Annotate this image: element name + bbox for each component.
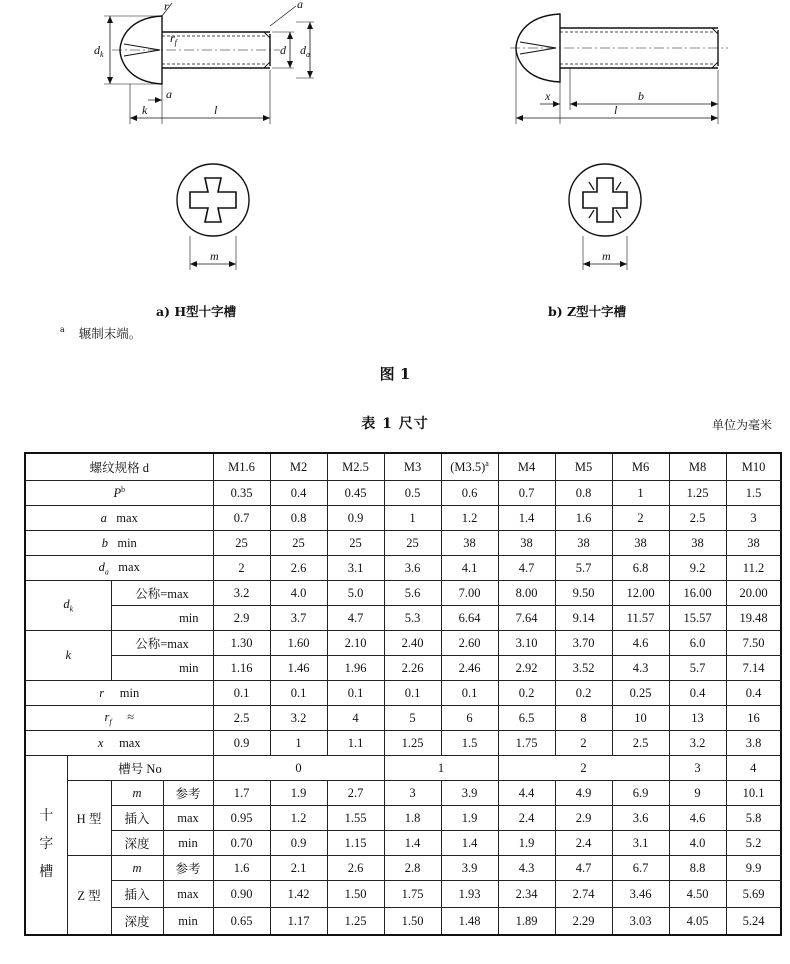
row-label-k: k (25, 631, 111, 681)
value-cell: 2.7 (327, 781, 384, 806)
depth-label: 深度 (111, 831, 163, 856)
value-cell: 0.4 (270, 481, 327, 506)
value-cell: 4.9 (555, 781, 612, 806)
value-cell: 0.9 (270, 831, 327, 856)
value-cell: 0.4 (669, 681, 726, 706)
value-cell: 1 (270, 731, 327, 756)
value-cell: 2 (555, 731, 612, 756)
value-cell: 1.1 (327, 731, 384, 756)
value-cell: 1.15 (327, 831, 384, 856)
value-cell: 4.3 (498, 856, 555, 881)
depth-label: 深度 (111, 908, 163, 936)
value-cell: 5.6 (384, 581, 441, 606)
recess-no-cell: 0 (213, 756, 384, 781)
value-cell: 2.9 (555, 806, 612, 831)
value-cell: 1.7 (213, 781, 270, 806)
value-cell: 0.95 (213, 806, 270, 831)
recess-no-cell: 2 (498, 756, 669, 781)
value-cell: 1 (612, 481, 669, 506)
max-label: max (163, 806, 213, 831)
size-cell: M1.6 (213, 453, 270, 481)
size-cell: M10 (726, 453, 781, 481)
value-cell: 1.42 (270, 881, 327, 908)
value-cell: 6.8 (612, 556, 669, 581)
value-cell: 38 (612, 531, 669, 556)
value-cell: 4.6 (669, 806, 726, 831)
label-a: a (166, 87, 172, 101)
value-cell: 1.17 (270, 908, 327, 936)
recess-no-label: 槽号 No (67, 756, 213, 781)
h-type-label: H 型 (67, 781, 111, 856)
table-row (25, 681, 781, 706)
value-cell: 38 (555, 531, 612, 556)
value-cell: 3.8 (726, 731, 781, 756)
value-cell: 5.3 (384, 606, 441, 631)
value-cell: 0.8 (270, 506, 327, 531)
value-cell: 1.2 (441, 506, 498, 531)
value-cell: 0.9 (213, 731, 270, 756)
value-cell: 3.46 (612, 881, 669, 908)
label-l-a: l (214, 103, 218, 117)
value-cell: 3.2 (669, 731, 726, 756)
value-cell: 1.2 (270, 806, 327, 831)
label-m-b: m (602, 249, 611, 263)
figure-area (0, 0, 790, 330)
z-type-recess (583, 178, 627, 222)
table-row (25, 556, 781, 581)
value-cell: 6.9 (612, 781, 669, 806)
label-m-a: m (210, 249, 219, 263)
value-cell: 2.5 (612, 731, 669, 756)
value-cell: 2.6 (270, 556, 327, 581)
value-cell: 3.2 (213, 581, 270, 606)
value-cell: 38 (441, 531, 498, 556)
value-cell: 4.3 (612, 656, 669, 681)
value-cell: 1.25 (384, 731, 441, 756)
dimension-table (24, 452, 782, 936)
value-cell: 3.1 (612, 831, 669, 856)
value-cell: 8.8 (669, 856, 726, 881)
label-l-b: l (614, 103, 618, 117)
value-cell: 16 (726, 706, 781, 731)
value-cell: 2.40 (384, 631, 441, 656)
value-cell: 1.9 (270, 781, 327, 806)
table-row (25, 656, 781, 681)
value-cell: 6 (441, 706, 498, 731)
value-cell: 5.7 (555, 556, 612, 581)
value-cell: 9.2 (669, 556, 726, 581)
value-cell: 2.1 (270, 856, 327, 881)
value-cell: 4.50 (669, 881, 726, 908)
value-cell: 1.25 (327, 908, 384, 936)
table-row (25, 581, 781, 606)
value-cell: 4 (327, 706, 384, 731)
value-cell: 0.9 (327, 506, 384, 531)
min-label: min (163, 908, 213, 936)
value-cell: 3.7 (270, 606, 327, 631)
value-cell: 0.1 (327, 681, 384, 706)
value-cell: 1.75 (498, 731, 555, 756)
m-label: m (111, 781, 163, 806)
value-cell: 4.7 (555, 856, 612, 881)
value-cell: 1.5 (726, 481, 781, 506)
table-row (25, 453, 781, 481)
value-cell: 1.48 (441, 908, 498, 936)
size-cell: M8 (669, 453, 726, 481)
value-cell: 1.6 (555, 506, 612, 531)
size-cell: M4 (498, 453, 555, 481)
min-label: min (163, 831, 213, 856)
value-cell: 1.6 (213, 856, 270, 881)
row-label-da: $d_a$ max (25, 556, 213, 581)
size-cell: M2 (270, 453, 327, 481)
value-cell: 1.50 (327, 881, 384, 908)
value-cell: 2.4 (498, 806, 555, 831)
value-cell: 2.4 (555, 831, 612, 856)
size-cell: M5 (555, 453, 612, 481)
value-cell: 8 (555, 706, 612, 731)
value-cell: 0.1 (384, 681, 441, 706)
label-b: b (638, 89, 644, 103)
table-title: 表 1 尺寸 (361, 416, 429, 432)
header-label: 螺纹规格 d (25, 453, 213, 481)
h-type-recess (190, 178, 236, 222)
value-cell: 2.34 (498, 881, 555, 908)
label-dk: $d_k$ (94, 43, 104, 59)
table-row (25, 606, 781, 631)
value-cell: 2.60 (441, 631, 498, 656)
value-cell: 7.00 (441, 581, 498, 606)
value-cell: 2.92 (498, 656, 555, 681)
table-row (25, 506, 781, 531)
value-cell: 1.46 (270, 656, 327, 681)
value-cell: 2.46 (441, 656, 498, 681)
value-cell: 4.0 (669, 831, 726, 856)
value-cell: 2.5 (669, 506, 726, 531)
value-cell: 10 (612, 706, 669, 731)
label-x: x (545, 89, 551, 103)
value-cell: 19.48 (726, 606, 781, 631)
unit-note: 单位为毫米 (711, 418, 772, 432)
value-cell: 3 (384, 781, 441, 806)
value-cell: 8.00 (498, 581, 555, 606)
table-row (25, 856, 781, 881)
value-cell: 2.6 (327, 856, 384, 881)
recess-no-cell: 4 (726, 756, 781, 781)
row-sublabel: min (111, 606, 213, 631)
ref-label: 参考 (163, 856, 213, 881)
value-cell: 0.1 (213, 681, 270, 706)
table-row (25, 781, 781, 806)
value-cell: 5.69 (726, 881, 781, 908)
label-d: d (280, 43, 286, 57)
recess-no-cell: 1 (384, 756, 498, 781)
value-cell: 1.9 (441, 806, 498, 831)
value-cell: 0.7 (213, 506, 270, 531)
value-cell: 12.00 (612, 581, 669, 606)
value-cell: 38 (498, 531, 555, 556)
value-cell: 0.90 (213, 881, 270, 908)
caption-h-type: a) H型十字槽 (156, 304, 237, 319)
value-cell: 1.96 (327, 656, 384, 681)
value-cell: 2.5 (213, 706, 270, 731)
value-cell: 0.70 (213, 831, 270, 856)
row-sublabel: 公称=max (111, 631, 213, 656)
value-cell: 13 (669, 706, 726, 731)
value-cell: 0.65 (213, 908, 270, 936)
value-cell: 10.1 (726, 781, 781, 806)
value-cell: 20.00 (726, 581, 781, 606)
screw-head-top-a (177, 164, 249, 236)
value-cell: 3 (726, 506, 781, 531)
value-cell: 2.26 (384, 656, 441, 681)
row-sublabel: min (111, 656, 213, 681)
value-cell: 3.1 (327, 556, 384, 581)
value-cell: 0.6 (441, 481, 498, 506)
value-cell: 3.9 (441, 781, 498, 806)
value-cell: 0.35 (213, 481, 270, 506)
value-cell: 3.2 (270, 706, 327, 731)
value-cell: 0.45 (327, 481, 384, 506)
value-cell: 1.93 (441, 881, 498, 908)
value-cell: 1.5 (441, 731, 498, 756)
value-cell: 5.7 (669, 656, 726, 681)
value-cell: 0.2 (498, 681, 555, 706)
value-cell: 2.10 (327, 631, 384, 656)
m-label: m (111, 856, 163, 881)
value-cell: 1.60 (270, 631, 327, 656)
value-cell: 3.03 (612, 908, 669, 936)
value-cell: 38 (669, 531, 726, 556)
table-row (25, 531, 781, 556)
value-cell: 1.4 (441, 831, 498, 856)
cross-recess-group-label: 十 字 槽 (25, 756, 67, 936)
value-cell: 9.9 (726, 856, 781, 881)
value-cell: 0.7 (498, 481, 555, 506)
value-cell: 4.1 (441, 556, 498, 581)
label-r: r (164, 0, 169, 13)
value-cell: 3.6 (384, 556, 441, 581)
value-cell: 4.7 (327, 606, 384, 631)
value-cell: 25 (270, 531, 327, 556)
figure-title: 图 1 (379, 365, 411, 383)
max-label: max (163, 881, 213, 908)
row-label-a: a max (25, 506, 213, 531)
value-cell: 5.0 (327, 581, 384, 606)
value-cell: 4.4 (498, 781, 555, 806)
label-marker-a: a (297, 0, 303, 11)
table-row (25, 706, 781, 731)
label-rf: $r_f$ (170, 31, 177, 47)
value-cell: 6.64 (441, 606, 498, 631)
value-cell: 7.50 (726, 631, 781, 656)
value-cell: 7.64 (498, 606, 555, 631)
value-cell: 6.5 (498, 706, 555, 731)
value-cell: 0.2 (555, 681, 612, 706)
size-cell: M3 (384, 453, 441, 481)
value-cell: 1 (384, 506, 441, 531)
caption-z-type: b) Z型十字槽 (548, 304, 627, 319)
value-cell: 9 (669, 781, 726, 806)
value-cell: 1.4 (498, 506, 555, 531)
value-cell: 2.29 (555, 908, 612, 936)
recess-no-cell: 3 (669, 756, 726, 781)
value-cell: 3.10 (498, 631, 555, 656)
label-k: k (142, 103, 148, 117)
value-cell: 1.4 (384, 831, 441, 856)
value-cell: 3.9 (441, 856, 498, 881)
table-row (25, 881, 781, 908)
value-cell: 2.74 (555, 881, 612, 908)
value-cell: 2.8 (384, 856, 441, 881)
value-cell: 1.8 (384, 806, 441, 831)
ref-label: 参考 (163, 781, 213, 806)
value-cell: 38 (726, 531, 781, 556)
value-cell: 3.70 (555, 631, 612, 656)
insert-label: 插入 (111, 881, 163, 908)
value-cell: 25 (384, 531, 441, 556)
row-sublabel: 公称=max (111, 581, 213, 606)
value-cell: 11.2 (726, 556, 781, 581)
size-cell: M2.5 (327, 453, 384, 481)
value-cell: 0.5 (384, 481, 441, 506)
value-cell: 9.14 (555, 606, 612, 631)
value-cell: 4.6 (612, 631, 669, 656)
value-cell: 6.7 (612, 856, 669, 881)
value-cell: 1.9 (498, 831, 555, 856)
row-label-P: $P^b$ (25, 481, 213, 506)
insert-label: 插入 (111, 806, 163, 831)
value-cell: 3.52 (555, 656, 612, 681)
z-type-label: Z 型 (67, 856, 111, 936)
value-cell: 7.14 (726, 656, 781, 681)
value-cell: 0.8 (555, 481, 612, 506)
value-cell: 0.1 (441, 681, 498, 706)
value-cell: 16.00 (669, 581, 726, 606)
value-cell: 1.25 (669, 481, 726, 506)
value-cell: 2 (612, 506, 669, 531)
value-cell: 0.1 (270, 681, 327, 706)
value-cell: 5 (384, 706, 441, 731)
value-cell: 4.05 (669, 908, 726, 936)
size-cell: $(M3.5)^a$ (441, 453, 498, 481)
value-cell: 1.16 (213, 656, 270, 681)
value-cell: 25 (327, 531, 384, 556)
label-da: $d_a$ (300, 43, 310, 59)
footnote: $^a$ 辗制末端。 (60, 325, 142, 341)
value-cell: 9.50 (555, 581, 612, 606)
table-row (25, 831, 781, 856)
row-label-rf: $r_f$ ≈ (25, 706, 213, 731)
value-cell: 0.25 (612, 681, 669, 706)
value-cell: 5.8 (726, 806, 781, 831)
screw-head-top-b (569, 164, 641, 236)
table-row (25, 756, 781, 781)
value-cell: 2.9 (213, 606, 270, 631)
table-row (25, 481, 781, 506)
value-cell: 1.50 (384, 908, 441, 936)
value-cell: 25 (213, 531, 270, 556)
value-cell: 3.6 (612, 806, 669, 831)
value-cell: 5.2 (726, 831, 781, 856)
value-cell: 1.55 (327, 806, 384, 831)
table-row (25, 806, 781, 831)
value-cell: 0.4 (726, 681, 781, 706)
table-row (25, 908, 781, 936)
row-label-x: x max (25, 731, 213, 756)
row-label-b: b min (25, 531, 213, 556)
value-cell: 5.24 (726, 908, 781, 936)
value-cell: 4.0 (270, 581, 327, 606)
value-cell: 11.57 (612, 606, 669, 631)
value-cell: 2 (213, 556, 270, 581)
screw-drawings (0, 0, 790, 330)
value-cell: 1.75 (384, 881, 441, 908)
row-label-dk: $d_k$ (25, 581, 111, 631)
table-row (25, 631, 781, 656)
value-cell: 1.30 (213, 631, 270, 656)
value-cell: 4.7 (498, 556, 555, 581)
value-cell: 6.0 (669, 631, 726, 656)
row-label-r: r min (25, 681, 213, 706)
value-cell: 1.89 (498, 908, 555, 936)
size-cell: M6 (612, 453, 669, 481)
table-row (25, 731, 781, 756)
value-cell: 15.57 (669, 606, 726, 631)
